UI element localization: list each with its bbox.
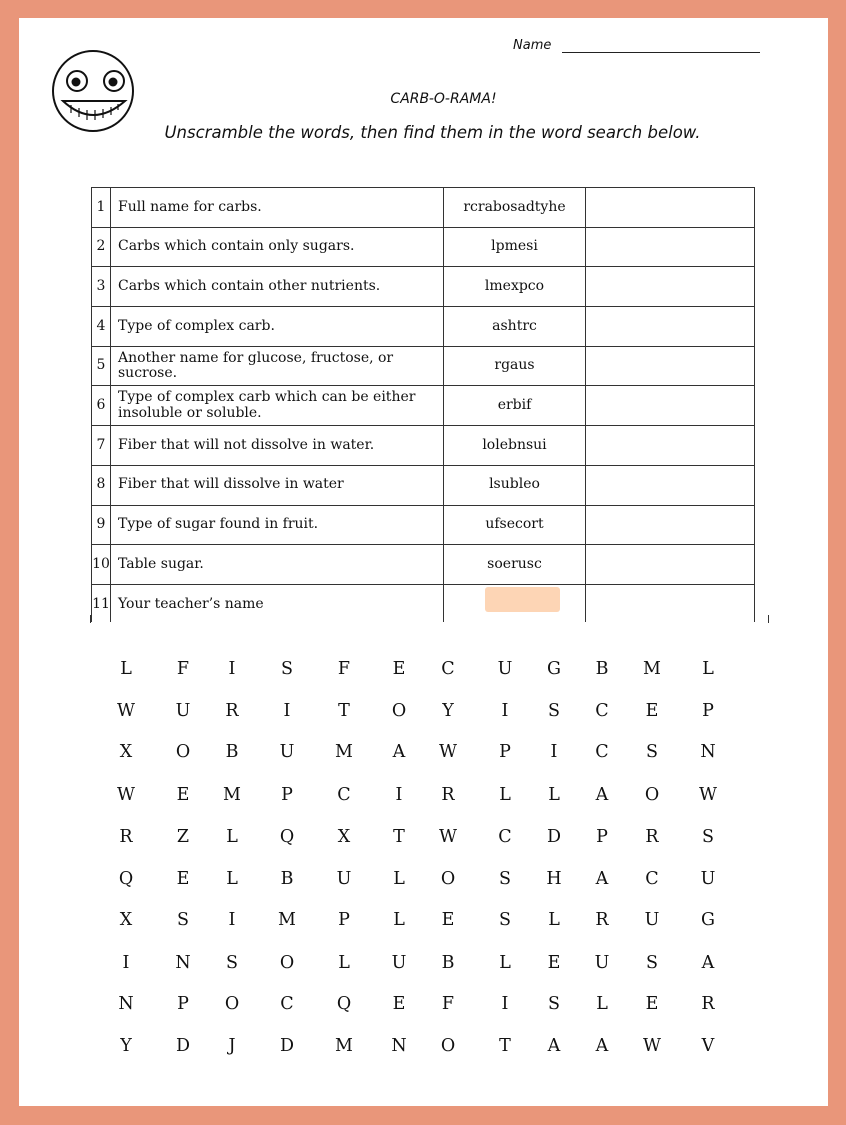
grid-letter[interactable]: W (643, 1036, 661, 1056)
grid-letter[interactable]: U (497, 659, 513, 679)
grid-letter[interactable]: S (177, 910, 189, 930)
grid-letter[interactable]: F (441, 994, 455, 1014)
grid-letter[interactable]: S (646, 742, 658, 762)
grid-letter[interactable]: T (499, 1036, 511, 1056)
grid-letter[interactable]: E (392, 659, 406, 679)
scrambled-word: erbif (444, 386, 586, 426)
clue-text: Carbs which contain other nutrients. (111, 267, 444, 307)
grid-letter[interactable]: S (281, 659, 293, 679)
grid-letter[interactable]: M (335, 1036, 353, 1056)
grid-letter[interactable]: R (441, 785, 455, 805)
grid-letter[interactable]: N (118, 994, 134, 1014)
grid-letter[interactable]: D (546, 827, 562, 847)
answer-cell[interactable] (586, 584, 755, 624)
worksheet-page (19, 18, 828, 1106)
table-cutoff (89, 622, 770, 632)
clue-text: Your teacher’s name (111, 584, 444, 624)
grid-letter[interactable]: B (595, 659, 609, 679)
answer-cell[interactable] (586, 426, 755, 466)
grid-letter[interactable]: L (499, 785, 511, 805)
clue-number: 5 (92, 346, 111, 386)
grid-letter[interactable]: Z (176, 827, 190, 847)
grid-letter[interactable]: T (393, 827, 405, 847)
grid-letter[interactable]: B (280, 869, 294, 889)
table-row (92, 426, 755, 466)
grid-letter[interactable]: G (547, 659, 561, 679)
grid-letter[interactable]: B (441, 953, 455, 973)
grid-letter[interactable]: U (594, 953, 610, 973)
answer-cell[interactable] (586, 346, 755, 386)
table-row (92, 267, 755, 307)
grid-letter[interactable]: H (546, 869, 562, 889)
grid-letter[interactable]: P (338, 910, 350, 930)
answer-cell[interactable] (586, 545, 755, 585)
grid-letter[interactable]: F (337, 659, 351, 679)
grid-letter[interactable]: E (547, 953, 561, 973)
scrambled-word: lmexpco (444, 267, 586, 307)
table-row (92, 227, 755, 267)
grid-letter[interactable]: G (701, 910, 715, 930)
grid-letter[interactable]: R (595, 910, 609, 930)
grid-letter[interactable]: S (226, 953, 238, 973)
answer-cell[interactable] (586, 505, 755, 545)
grid-letter[interactable]: R (119, 827, 133, 847)
grid-letter[interactable]: O (440, 869, 456, 889)
table-row (92, 465, 755, 505)
grid-letter[interactable]: A (595, 869, 609, 889)
grid-letter[interactable]: S (646, 953, 658, 973)
grid-letter[interactable]: C (645, 869, 659, 889)
grid-letter[interactable]: L (548, 910, 560, 930)
clue-text: Table sugar. (111, 545, 444, 585)
grid-letter[interactable]: M (643, 659, 661, 679)
clue-table (91, 187, 755, 625)
grid-letter[interactable]: S (499, 910, 511, 930)
grid-letter[interactable]: I (122, 953, 130, 973)
grid-letter[interactable]: W (439, 827, 457, 847)
grid-letter[interactable]: L (226, 827, 238, 847)
grid-letter[interactable]: U (644, 910, 660, 930)
grid-letter[interactable]: L (226, 869, 238, 889)
grid-letter[interactable]: R (225, 701, 239, 721)
grid-letter[interactable]: O (440, 1036, 456, 1056)
grid-letter[interactable]: R (645, 827, 659, 847)
grid-letter[interactable]: I (228, 659, 236, 679)
grid-letter[interactable]: P (702, 701, 714, 721)
grid-letter[interactable]: F (176, 659, 190, 679)
grid-letter[interactable]: Q (336, 994, 352, 1014)
grid-letter[interactable]: M (335, 742, 353, 762)
grid-letter[interactable]: L (702, 659, 714, 679)
grid-letter[interactable]: U (279, 742, 295, 762)
grid-letter[interactable]: E (645, 701, 659, 721)
grid-letter[interactable]: Y (120, 1036, 132, 1056)
clue-number: 1 (92, 188, 111, 228)
grid-letter[interactable]: C (280, 994, 294, 1014)
clue-number: 3 (92, 267, 111, 307)
scrambled-word: lpmesi (444, 227, 586, 267)
grid-letter[interactable]: I (501, 994, 509, 1014)
grid-letter[interactable]: O (224, 994, 240, 1014)
grid-letter[interactable]: V (701, 1036, 715, 1056)
grid-letter[interactable]: I (501, 701, 509, 721)
grid-letter[interactable]: O (175, 742, 191, 762)
grid-letter[interactable]: L (499, 953, 511, 973)
grid-letter[interactable]: B (225, 742, 239, 762)
grid-letter[interactable]: A (392, 742, 406, 762)
clue-text: Fiber that will not dissolve in water. (111, 426, 444, 466)
grid-letter[interactable]: Q (118, 869, 134, 889)
clue-number: 2 (92, 227, 111, 267)
grid-letter[interactable]: W (439, 742, 457, 762)
table-row (92, 307, 755, 347)
grid-letter[interactable]: C (337, 785, 351, 805)
clue-text: Type of complex carb which can be either insoluble or soluble. (111, 386, 444, 426)
grid-letter[interactable]: W (117, 785, 135, 805)
table-row (92, 584, 755, 624)
grid-letter[interactable]: I (395, 785, 403, 805)
grid-letter[interactable]: E (176, 785, 190, 805)
name-label: Name (513, 38, 552, 53)
grid-letter[interactable]: A (547, 1036, 561, 1056)
grid-letter[interactable]: A (701, 953, 715, 973)
grid-letter[interactable]: N (700, 742, 716, 762)
grid-letter[interactable]: X (119, 742, 133, 762)
answer-cell[interactable] (586, 188, 755, 228)
grid-letter[interactable]: P (596, 827, 608, 847)
clue-text: Another name for glucose, fructose, or sucrose. (111, 346, 444, 386)
grid-letter[interactable]: P (499, 742, 511, 762)
grid-letter[interactable]: T (338, 701, 350, 721)
grid-letter[interactable]: E (645, 994, 659, 1014)
grid-letter[interactable]: O (644, 785, 660, 805)
grid-letter[interactable]: L (393, 910, 405, 930)
answer-cell[interactable] (586, 386, 755, 426)
grid-letter[interactable]: L (120, 659, 132, 679)
grid-letter[interactable]: E (392, 994, 406, 1014)
clue-number: 8 (92, 465, 111, 505)
grid-letter[interactable]: E (176, 869, 190, 889)
clue-text: Type of complex carb. (111, 307, 444, 347)
grid-letter[interactable]: Q (279, 827, 295, 847)
grid-letter[interactable]: L (548, 785, 560, 805)
grid-letter[interactable]: W (117, 701, 135, 721)
scrambled-word: soerusc (444, 545, 586, 585)
page-title: CARB-O-RAMA! (390, 91, 497, 107)
grid-letter[interactable]: N (391, 1036, 407, 1056)
grid-letter[interactable]: S (499, 869, 511, 889)
grid-letter[interactable]: L (393, 869, 405, 889)
scrambled-word: rgaus (444, 346, 586, 386)
grid-letter[interactable]: O (391, 701, 407, 721)
grid-letter[interactable]: U (700, 869, 716, 889)
instructions: Unscramble the words, then find them in the word search below. (164, 123, 701, 142)
grid-letter[interactable]: D (279, 1036, 295, 1056)
clue-number: 4 (92, 307, 111, 347)
grid-letter[interactable]: S (548, 994, 560, 1014)
clue-text: Type of sugar found in fruit. (111, 505, 444, 545)
grid-letter[interactable]: E (441, 910, 455, 930)
table-row (92, 188, 755, 228)
answer-cell[interactable] (586, 227, 755, 267)
grid-letter[interactable]: J (228, 1036, 236, 1056)
scrambled-word: lsubleo (444, 465, 586, 505)
grid-letter[interactable]: I (228, 910, 236, 930)
grid-letter[interactable]: O (279, 953, 295, 973)
grid-letter[interactable]: R (701, 994, 715, 1014)
name-field[interactable] (562, 52, 760, 53)
clue-text: Carbs which contain only sugars. (111, 227, 444, 267)
grid-letter[interactable]: N (175, 953, 191, 973)
clue-text: Fiber that will dissolve in water (111, 465, 444, 505)
grid-letter[interactable]: P (281, 785, 293, 805)
table-row (92, 346, 755, 386)
grid-letter[interactable]: C (595, 742, 609, 762)
grid-letter[interactable]: M (223, 785, 241, 805)
answer-cell[interactable] (586, 267, 755, 307)
answer-cell[interactable] (586, 465, 755, 505)
scrambled-word: rcrabosadtyhe (444, 188, 586, 228)
grid-letter[interactable]: Y (442, 701, 454, 721)
grid-letter[interactable]: U (391, 953, 407, 973)
clue-number: 10 (92, 545, 111, 585)
scrambled-word: lolebnsui (444, 426, 586, 466)
table-row (92, 386, 755, 426)
grid-letter[interactable]: C (595, 701, 609, 721)
answer-cell[interactable] (586, 307, 755, 347)
clue-number: 9 (92, 505, 111, 545)
grid-letter[interactable]: X (119, 910, 133, 930)
scrambled-word: ufsecort (444, 505, 586, 545)
grid-letter[interactable]: S (702, 827, 714, 847)
grid-letter[interactable]: I (283, 701, 291, 721)
grid-letter[interactable]: D (175, 1036, 191, 1056)
grid-letter[interactable]: P (177, 994, 189, 1014)
grid-letter[interactable]: U (336, 869, 352, 889)
clue-number: 11 (92, 584, 111, 624)
table-row (92, 545, 755, 585)
clue-number: 6 (92, 386, 111, 426)
grid-letter[interactable]: C (498, 827, 512, 847)
grid-letter[interactable]: M (278, 910, 296, 930)
grid-letter[interactable]: I (550, 742, 558, 762)
grid-letter[interactable]: U (175, 701, 191, 721)
grid-letter[interactable]: W (699, 785, 717, 805)
table-row (92, 505, 755, 545)
redaction-box (485, 587, 560, 612)
grid-letter[interactable]: X (337, 827, 351, 847)
clue-number: 7 (92, 426, 111, 466)
grid-letter[interactable]: L (338, 953, 350, 973)
scrambled-word: ashtrc (444, 307, 586, 347)
grid-letter[interactable]: A (595, 785, 609, 805)
grid-letter[interactable]: L (596, 994, 608, 1014)
grid-letter[interactable]: C (441, 659, 455, 679)
grid-letter[interactable]: A (595, 1036, 609, 1056)
clue-text: Full name for carbs. (111, 188, 444, 228)
grid-letter[interactable]: S (548, 701, 560, 721)
